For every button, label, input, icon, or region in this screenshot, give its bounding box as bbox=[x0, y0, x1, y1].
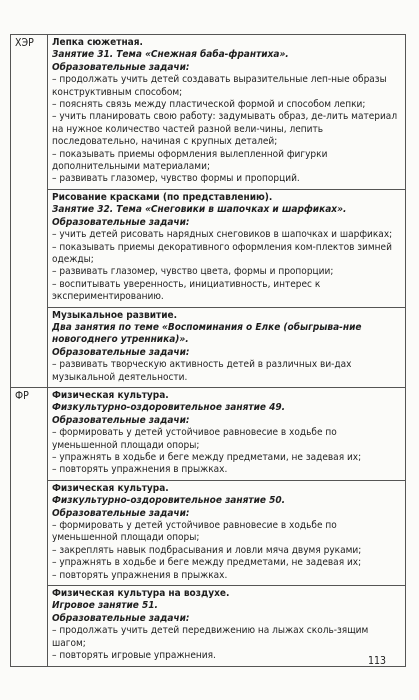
goal-item: – повторять упражнения в прыжках. bbox=[52, 464, 228, 476]
goal-item: – воспитывать уверенность, инициативность, интерес к экспериментированию. bbox=[52, 278, 321, 303]
lesson-title: Рисование красками (по представлению). bbox=[52, 191, 273, 203]
lesson-block bbox=[48, 586, 406, 666]
goals-heading: Образовательные задачи: bbox=[52, 414, 190, 426]
lesson-plan-body bbox=[11, 35, 406, 667]
lesson-block bbox=[48, 387, 406, 480]
goal-item: – закреплять навык подбрасывания и ловли мяча двумя руками; bbox=[52, 544, 362, 556]
goals-heading: Образовательные задачи: bbox=[52, 216, 190, 228]
area-cell: ХЭР bbox=[11, 35, 48, 388]
goal-item: – продолжать учить детей передвижению на лыжах сколь-зящим шагом; bbox=[52, 625, 369, 649]
goal-item: – развивать творческую активность детей в различных ви-дах музыкальной деятельности. bbox=[52, 359, 352, 383]
area-cell: ФР bbox=[11, 387, 48, 666]
lesson-subtitle: Игровое занятие 51. bbox=[52, 600, 158, 612]
goals-heading: Образовательные задачи: bbox=[52, 612, 190, 624]
goal-item: – упражнять в ходьбе и беге между предметами, не задевая их; bbox=[52, 557, 362, 569]
lesson-title: Физическая культура. bbox=[52, 482, 169, 494]
goal-item: – развивать глазомер, чувство цвета, формы и пропорции; bbox=[52, 266, 334, 278]
lesson-title: Музыкальное развитие. bbox=[52, 309, 178, 321]
page-number: 113 bbox=[367, 655, 386, 667]
lesson-block bbox=[48, 480, 406, 585]
lesson-plan-table bbox=[10, 34, 406, 667]
lesson-block bbox=[48, 307, 406, 387]
plan-row bbox=[11, 586, 406, 666]
goal-item: – пояснять связь между пластической формой и способом лепки; bbox=[52, 99, 366, 111]
lesson-subtitle: Физкультурно-оздоровительное занятие 50. bbox=[52, 495, 286, 507]
goal-item: – продолжать учить детей создавать выразительные леп-ные образы конструктивным способом; bbox=[52, 74, 387, 98]
lesson-subtitle: Занятие 32. Тема «Снеговики в шапочках и шарфиках». bbox=[52, 204, 347, 216]
goal-item: – формировать у детей устойчивое равновесие в ходьбе по уменьшенной площади опоры; bbox=[52, 520, 337, 544]
goals-heading: Образовательные задачи: bbox=[52, 346, 190, 358]
goal-item: – учить детей рисовать нарядных снеговиков в шапочках и шарфиках; bbox=[52, 229, 393, 241]
goal-item: – формировать у детей устойчивое равновесие в ходьбе по уменьшенной площади опоры; bbox=[52, 427, 337, 451]
goal-item: – повторять упражнения в прыжках. bbox=[52, 569, 228, 581]
lesson-subtitle: Занятие 31. Тема «Снежная баба-франтиха». bbox=[52, 49, 289, 61]
plan-row bbox=[11, 35, 406, 190]
goal-item: – развивать глазомер, чувство формы и пропорций. bbox=[52, 173, 300, 185]
plan-row bbox=[11, 387, 406, 480]
goal-item: – показывать приемы декоративного оформления ком-плектов зимней одежды; bbox=[52, 241, 392, 265]
goals-heading: Образовательные задачи: bbox=[52, 507, 190, 519]
lesson-subtitle: Два занятия по теме «Воспоминания о Елке (обыгрыва-ние новогоднего утренника)». bbox=[52, 321, 362, 346]
goal-item: – показывать приемы оформления вылепленной фигурки дополнительными материалами; bbox=[52, 148, 328, 173]
plan-row bbox=[11, 480, 406, 585]
plan-row bbox=[11, 307, 406, 387]
goal-item: – упражнять в ходьбе и беге между предметами, не задевая их; bbox=[52, 452, 362, 463]
goals-heading: Образовательные задачи: bbox=[52, 61, 190, 73]
lesson-subtitle: Физкультурно-оздоровительное занятие 49. bbox=[52, 402, 286, 414]
lesson-title: Лепка сюжетная. bbox=[52, 37, 143, 48]
lesson-block bbox=[48, 189, 406, 307]
goal-item: – повторять игровые упражнения. bbox=[52, 650, 216, 662]
plan-row bbox=[11, 189, 406, 307]
lesson-title: Физическая культура. bbox=[52, 389, 169, 401]
goal-item: – учить планировать свою работу: задумывать образ, де-лить материал на нужное количество частей разной вели-чины, лепить последовательно, начиная с крупных деталей; bbox=[52, 111, 398, 148]
lesson-title: Физическая культура на воздухе. bbox=[52, 588, 230, 600]
lesson-block bbox=[48, 35, 406, 190]
